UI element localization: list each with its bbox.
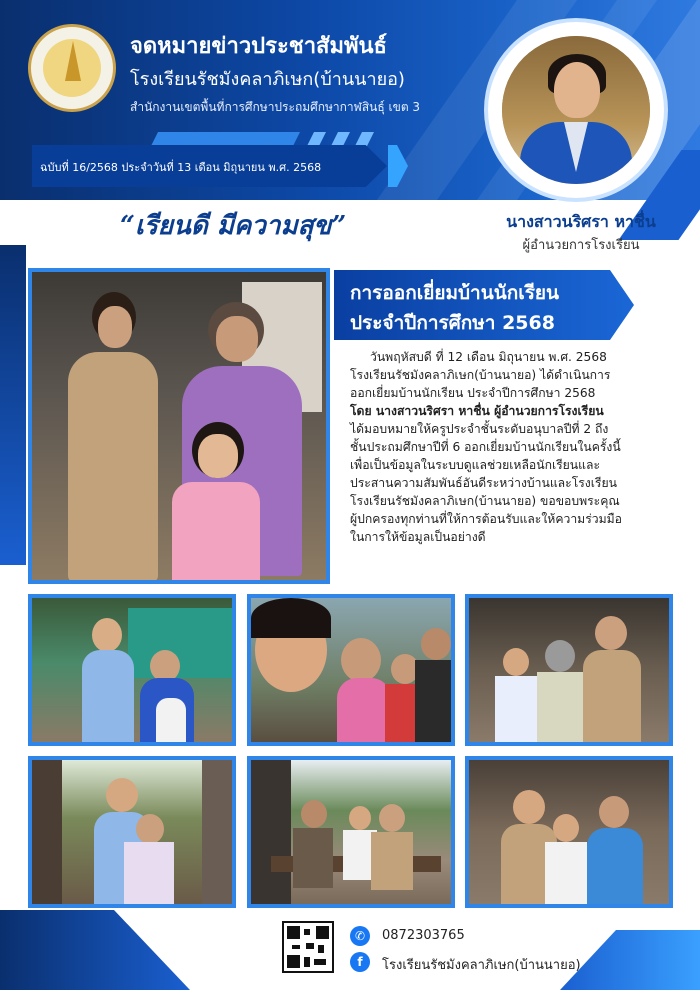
issue-number: ฉบับที่ 16/2568 ประจำวันที่ 13 เดือน มิถุนายน พ.ศ. 2568	[40, 161, 322, 174]
article-line: ผู้ปกครองทุกท่านที่ให้การต้อนรับและให้ความร่วมมือ	[350, 512, 622, 526]
article-line: เพื่อเป็นข้อมูลในระบบดูแลช่วยเหลือนักเรียนและ	[350, 458, 600, 472]
gallery-photo	[28, 594, 236, 746]
gallery-photo	[247, 594, 455, 746]
gallery-photo	[465, 756, 673, 908]
principal-name: นางสาวนริศรา หาชื่น	[506, 212, 656, 231]
article-line: โรงเรียนรัชมังคลาภิเษก(บ้านนายอ) ได้ดำเนินการ	[350, 368, 611, 382]
newsletter-title: จดหมายข่าวประชาสัมพันธ์	[130, 34, 387, 59]
article-body	[350, 348, 680, 546]
article-title: การออกเยี่ยมบ้านนักเรียน	[350, 282, 560, 304]
article-line: ได้มอบหมายให้ครูประจำชั้นระดับอนุบาลปีที่ 2 ถึง	[350, 422, 609, 436]
school-name: โรงเรียนรัชมังคลาภิเษก(บ้านนายอ)	[130, 69, 405, 90]
principal-portrait	[488, 22, 664, 198]
contact-facebook[interactable]: โรงเรียนรัชมังคลาภิเษก(บ้านนายอ)	[382, 958, 581, 973]
qr-code[interactable]	[282, 921, 334, 973]
article-subtitle: ประจำปีการศึกษา 2568	[350, 312, 555, 334]
school-slogan: “เรียนดี มีความสุข”	[120, 211, 347, 241]
article-line: ออกเยี่ยมบ้านนักเรียน ประจำปีการศึกษา 2568	[350, 386, 596, 400]
main-photo	[28, 268, 330, 584]
article-line: วันพฤหัสบดี ที่ 12 เดือน มิถุนายน พ.ศ. 2568	[370, 350, 607, 364]
education-office: สำนักงานเขตพื้นที่การศึกษาประถมศึกษากาฬสินธุ์ เขต 3	[130, 100, 421, 114]
left-decor-bar	[0, 245, 26, 565]
article-line: ในการให้ข้อมูลเป็นอย่างดี	[350, 530, 486, 544]
school-seal-icon	[28, 24, 116, 112]
principal-role: ผู้อำนวยการโรงเรียน	[522, 238, 640, 253]
gallery-photo	[465, 594, 673, 746]
footer-decor-left	[0, 910, 190, 990]
article-line: โดย นางสาวนริศรา หาชื่น ผู้อำนวยการโรงเรียน	[350, 404, 604, 418]
footer-decor-right	[560, 930, 700, 990]
article-line: โรงเรียนรัชมังคลาภิเษก(บ้านนายอ) ขอขอบพระคุณ	[350, 494, 620, 508]
facebook-icon: f	[350, 952, 370, 972]
phone-icon: ✆	[350, 926, 370, 946]
article-line: ชั้นประถมศึกษาปีที่ 6 ออกเยี่ยมบ้านนักเรียนในครั้งนี้	[350, 440, 621, 454]
contact-phone[interactable]: 0872303765	[382, 928, 465, 943]
gallery-photo	[28, 756, 236, 908]
gallery-photo	[247, 756, 455, 908]
article-line: ประสานความสัมพันธ์อันดีระหว่างบ้านและโรงเรียน	[350, 476, 617, 490]
